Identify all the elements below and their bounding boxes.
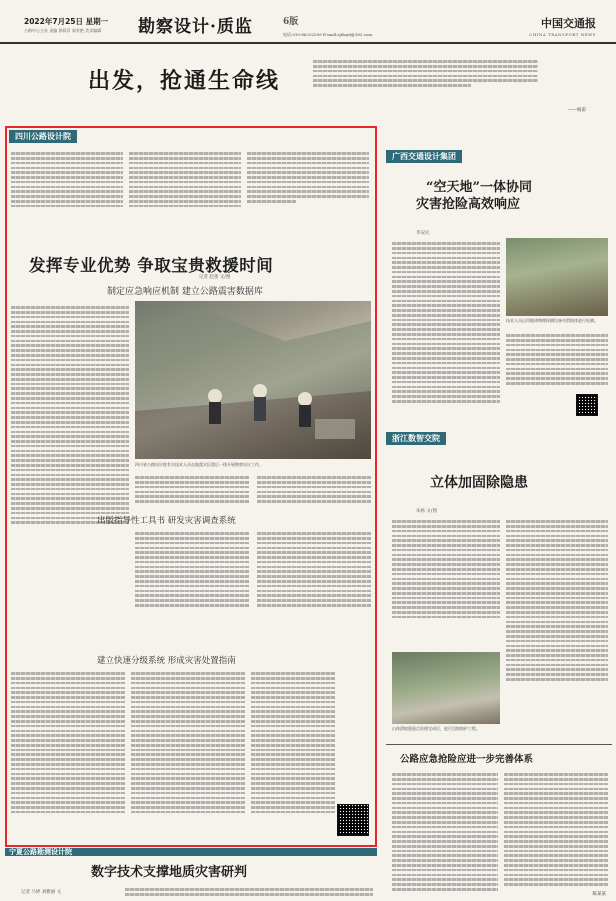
zhejiang-reporter: 朱杨 文/图 <box>416 509 437 514</box>
guangxi-body-right <box>506 332 608 387</box>
opinion-body-left <box>392 771 498 893</box>
ningxia-section <box>5 848 377 901</box>
subhead-2-col-3 <box>251 670 335 816</box>
zhejiang-body-right <box>506 518 608 683</box>
subhead-2-col-1 <box>11 670 125 816</box>
opinion-author: 陈某某 <box>592 892 606 897</box>
opinion-headline: 公路应急抢险应进一步完善体系 <box>400 754 534 765</box>
main-body-mid <box>135 474 249 505</box>
ningxia-headline: 数字技术支撑地质灾害研判 <box>91 865 248 880</box>
paper-title: 中国交通报 <box>541 17 596 30</box>
top-story-body <box>313 58 538 89</box>
subhead-1-col-2 <box>135 530 249 609</box>
main-story-tag: 四川公路设计院 <box>9 130 77 143</box>
zhejiang-photo <box>392 652 500 724</box>
intro-column-1 <box>11 150 123 210</box>
main-body-left <box>11 304 129 526</box>
guangxi-photo-caption: 技术人员运用地球物理探测设备对滑坡体进行检测。 <box>506 318 598 323</box>
main-body-right <box>257 474 371 505</box>
guangxi-headline-1: “空天地”一体协同 <box>426 180 532 195</box>
guangxi-section <box>386 126 612 416</box>
guangxi-photo <box>506 238 608 316</box>
contact-line: 电话:010-66252599 E-mail:zjtbzjd@163.com <box>283 32 373 37</box>
guangxi-qr-code[interactable] <box>576 394 598 416</box>
masthead <box>0 0 616 44</box>
guangxi-headline-2: 灾害抢险高效响应 <box>416 197 521 212</box>
ningxia-reporter: 记者 马婷 刘雅丽 文 <box>21 890 62 895</box>
page-number: 6版 <box>283 17 299 27</box>
subhead-1-col-3 <box>257 530 371 609</box>
zhejiang-section <box>386 428 612 738</box>
zhejiang-headline: 立体加固除隐患 <box>430 475 528 491</box>
main-headline: 发挥专业优势 争取宝贵救援时间 <box>29 256 274 275</box>
earthquake-site-illustration <box>135 301 371 459</box>
subhead-1: 出版指导性工具书 研发灾害调查系统 <box>97 516 236 526</box>
subhead-2: 建立快速分级系统 形成灾害处置指南 <box>97 656 236 666</box>
opinion-body-right <box>504 771 608 888</box>
top-story <box>8 52 608 120</box>
zhejiang-photo-caption: 山体滑坡隐患点治理完成后，进行边坡防护工程。 <box>392 726 480 731</box>
main-subtitle: 制定应急响应机制 建立公路震害数据库 <box>107 287 263 297</box>
ningxia-tag: 宁夏公路勘测设计院 <box>9 848 72 856</box>
ningxia-body <box>125 886 373 898</box>
zhejiang-tag: 浙江数智交院 <box>386 432 446 445</box>
guangxi-tag: 广西交通设计集团 <box>386 150 462 163</box>
main-story-qr-code[interactable] <box>337 804 369 836</box>
top-headline: 出发，抢通生命线 <box>88 68 281 94</box>
main-photo-caption: 四川省公路设计院有关技术人员在地震灾区震后一线开展勘察设计工作。 <box>135 462 263 467</box>
main-reporter: 记者 赵蕾 文/图 <box>199 275 231 280</box>
intro-column-3 <box>247 150 369 205</box>
section-title: 勘察设计·质监 <box>138 17 253 37</box>
intro-column-2 <box>129 150 241 210</box>
paper-title-en: CHINA TRANSPORT NEWS <box>529 32 596 37</box>
main-story-photo <box>135 301 371 459</box>
guangxi-reporter: 李安民 <box>416 231 430 236</box>
guangxi-body-left <box>392 240 500 405</box>
main-story-frame <box>5 126 377 847</box>
opinion-section <box>386 744 612 901</box>
top-story-byline: ——杨甫 <box>568 108 586 113</box>
editor-line: 公路中心主办 责编 徐莉萍 周芳艳 美术编辑 <box>24 28 102 33</box>
date-line: 2022年7月25日 星期一 <box>24 17 109 26</box>
zhejiang-body-left <box>392 518 500 621</box>
subhead-2-col-2 <box>131 670 245 816</box>
